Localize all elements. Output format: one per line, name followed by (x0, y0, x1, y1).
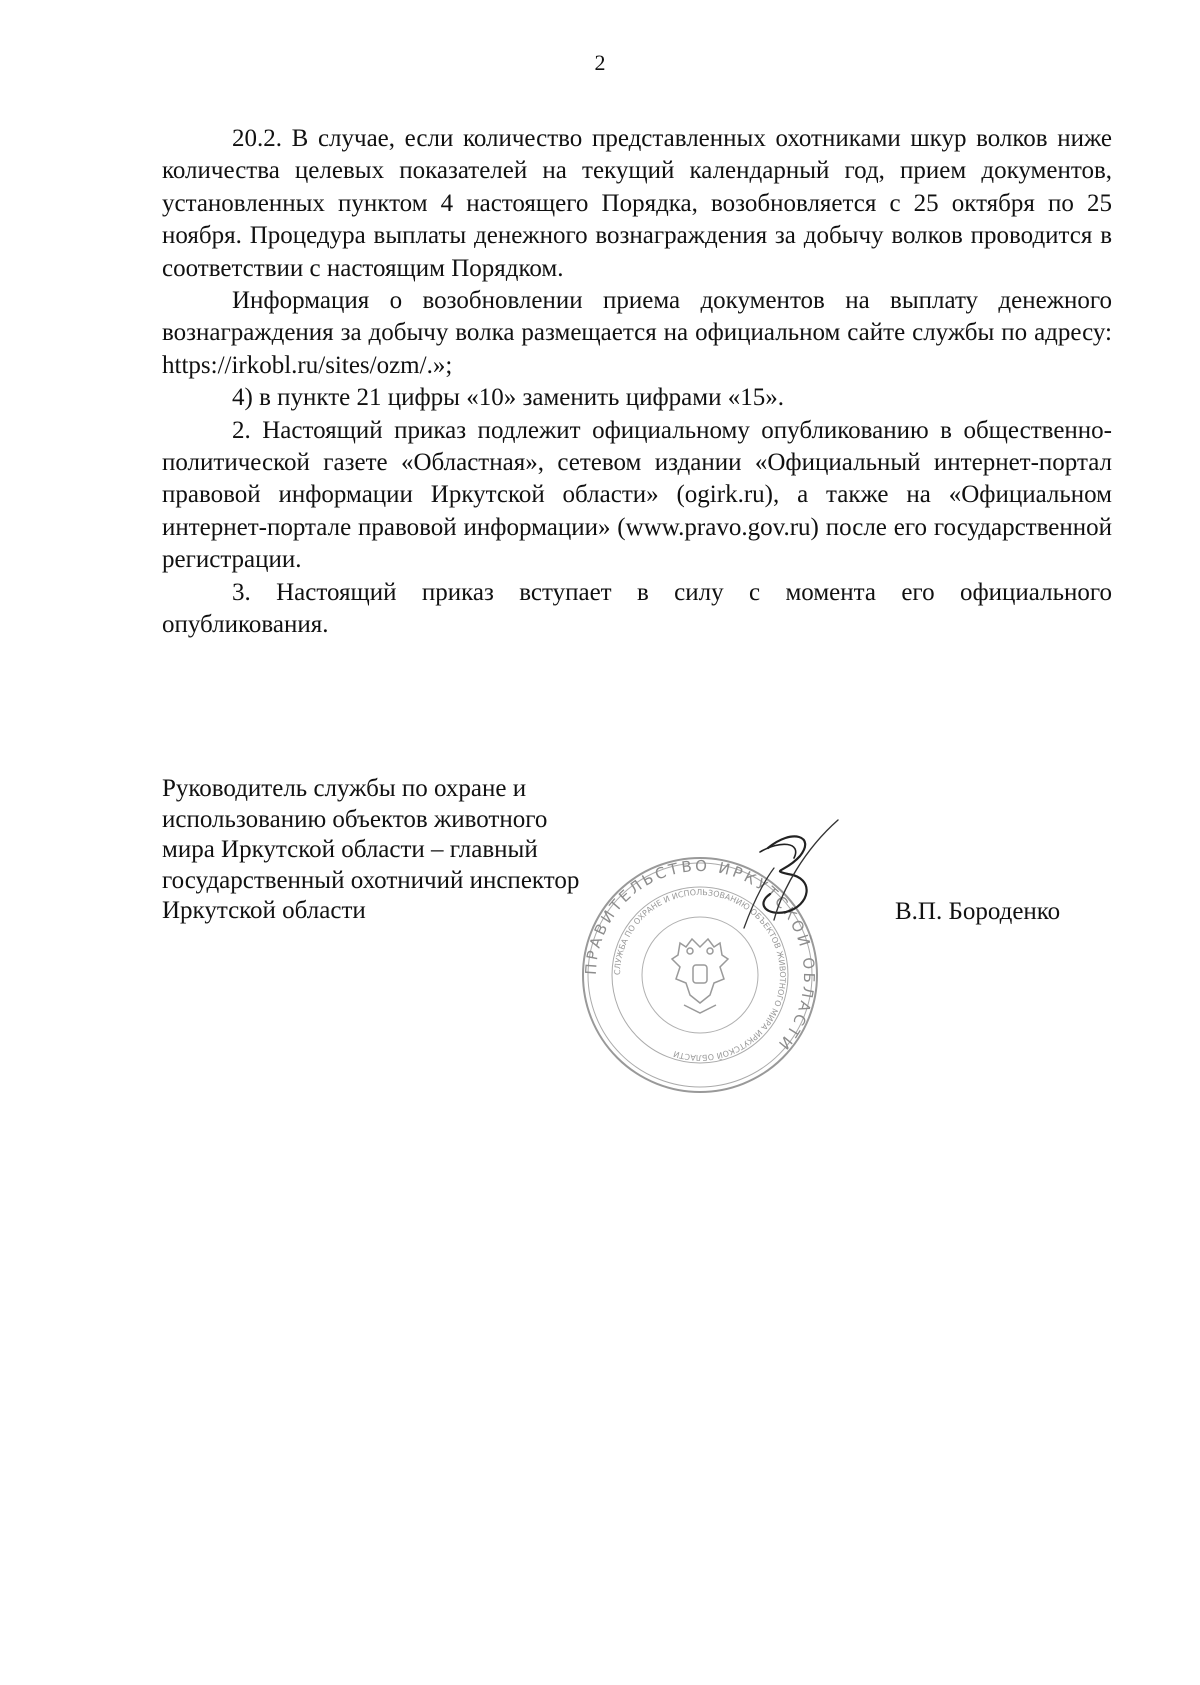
paragraph-item-2: 2. Настоящий приказ подлежит официальному опубликованию в общественно-политической газете «Областная», сетевом издании «Официальный интернет-портал правовой информации Иркутской области» (ogirk.ru), а также на «Официальном интернет-портале правовой информации» (www.pravo.gov.ru) после его государственной регистрации. (162, 416, 1112, 574)
signer-title-line: Иркутской области (162, 897, 366, 924)
signer-title-line: Руководитель службы по охране и (162, 775, 527, 802)
coat-of-arms-icon (672, 939, 728, 1013)
paragraph-20-2: 20.2. В случае, если количество представленных охотниками шкур волков ниже количества целевых показателей на текущий календарный год, прием документов, установленных пунктом 4 настоящего Порядка, возобновляется с 25 октября по 25 ноября. Процедура выплаты денежного вознаграждения за добычу волков проводится в соответствии с настоящим Порядком. (162, 125, 1112, 282)
svg-text:СЛУЖБА ПО ОХРАНЕ И ИСПОЛЬЗОВАН: СЛУЖБА ПО ОХРАНЕ И ИСПОЛЬЗОВАНИЮ ОБЪЕКТОВ ЖИВОТНОГО МИРА ИРКУТСКОЙ ОБЛАСТИ (612, 887, 788, 1063)
signer-title-line: мира Иркутской области – главный (162, 836, 538, 863)
signer-title (162, 774, 579, 927)
signer-title-line: использованию объектов животного (162, 805, 548, 833)
signer-title-line: государственный охотничий инспектор (162, 866, 580, 894)
paragraph-item-3: 3. Настоящий приказ вступает в силу с момента его официального опубликования. (162, 578, 1112, 639)
svg-text:ПРАВИТЕЛЬСТВО ИРКУТСКОЙ ОБЛАСТ: ПРАВИТЕЛЬСТВО ИРКУТСКОЙ ОБЛАСТИ (581, 856, 819, 1056)
handwritten-signature (730, 810, 850, 960)
page-number: 2 (594, 50, 606, 75)
paragraph-info: Информация о возобновлении приема документов на выплату денежного вознаграждения за добычу волка размещается на официальном сайте службы по адресу: https://irkobl.ru/sites/ozm/.»; (162, 287, 1112, 379)
signer-name: В.П. Бороденко (895, 898, 1061, 925)
paragraph-item-4: 4) в пункте 21 цифры «10» заменить цифрами «15». (232, 384, 784, 412)
document-body (162, 123, 1112, 642)
